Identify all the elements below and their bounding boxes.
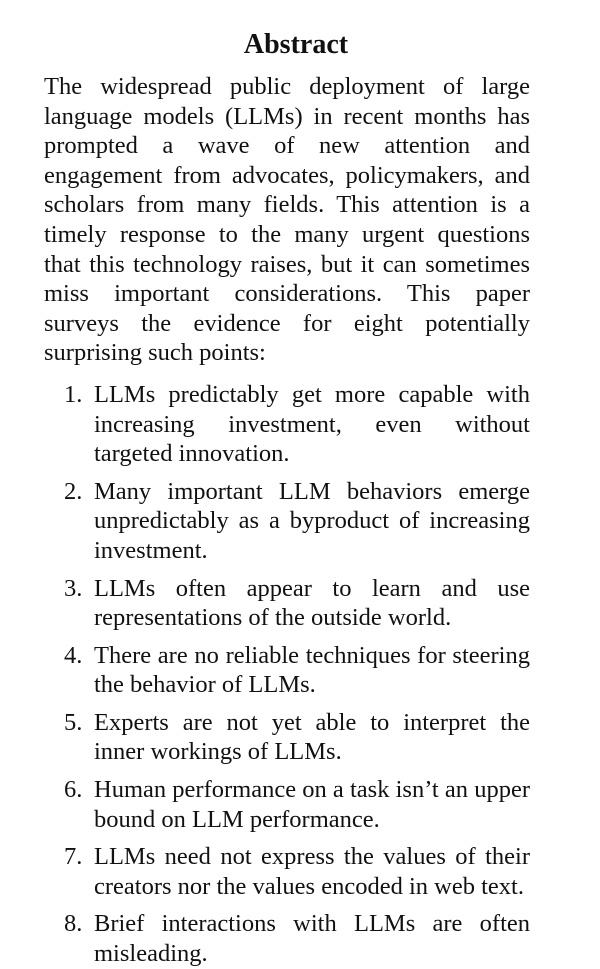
points-list [44,380,530,969]
list-item-text: LLMs often appear to learn and use representations of the outside world. [94,574,530,632]
list-item-number: 4. [64,641,83,669]
list-item [44,842,530,901]
list-item-number: 5. [64,708,83,736]
list-item [44,641,530,700]
list-item-text: Many important LLM behaviors emerge unpredictably as a byproduct of increasing investment. [94,477,530,564]
list-item-text: LLMs need not express the values of their creators nor the values encoded in web text. [94,843,530,900]
list-item-text: Human performance on a task isn’t an upper bound on LLM performance. [94,776,530,833]
list-item [44,775,530,834]
list-item-text: Brief interactions with LLMs are often misleading. [94,910,530,968]
list-item [44,708,530,767]
list-item-text: Experts are not yet able to interpret the inner workings of LLMs. [94,708,530,766]
list-item [44,477,530,566]
list-item [44,574,530,633]
list-item-number: 3. [64,574,83,602]
list-item-text: There are no reliable techniques for steering the behavior of LLMs. [94,641,530,699]
list-item-number: 8. [64,910,83,938]
list-item-text: LLMs predictably get more capable with increasing investment, even without targeted innovation. [94,380,530,468]
list-item [44,380,530,469]
list-item-number: 7. [64,843,83,871]
list-item [44,909,530,968]
abstract-title: Abstract [243,29,349,60]
list-item-number: 1. [64,380,83,408]
list-item-number: 2. [64,477,83,505]
list-item-number: 6. [64,776,83,804]
abstract-paragraph: The widespread public deployment of large language models (LLMs) in recent months has prompted a wave of new attention and engagement from advocates, policymakers, and scholars from many fields. This attention is a timely response to the many urgent questions that this technology raises, but it can sometimes miss important considerations. This paper surveys the evidence for eight potentially surprising such points: [44,73,530,367]
